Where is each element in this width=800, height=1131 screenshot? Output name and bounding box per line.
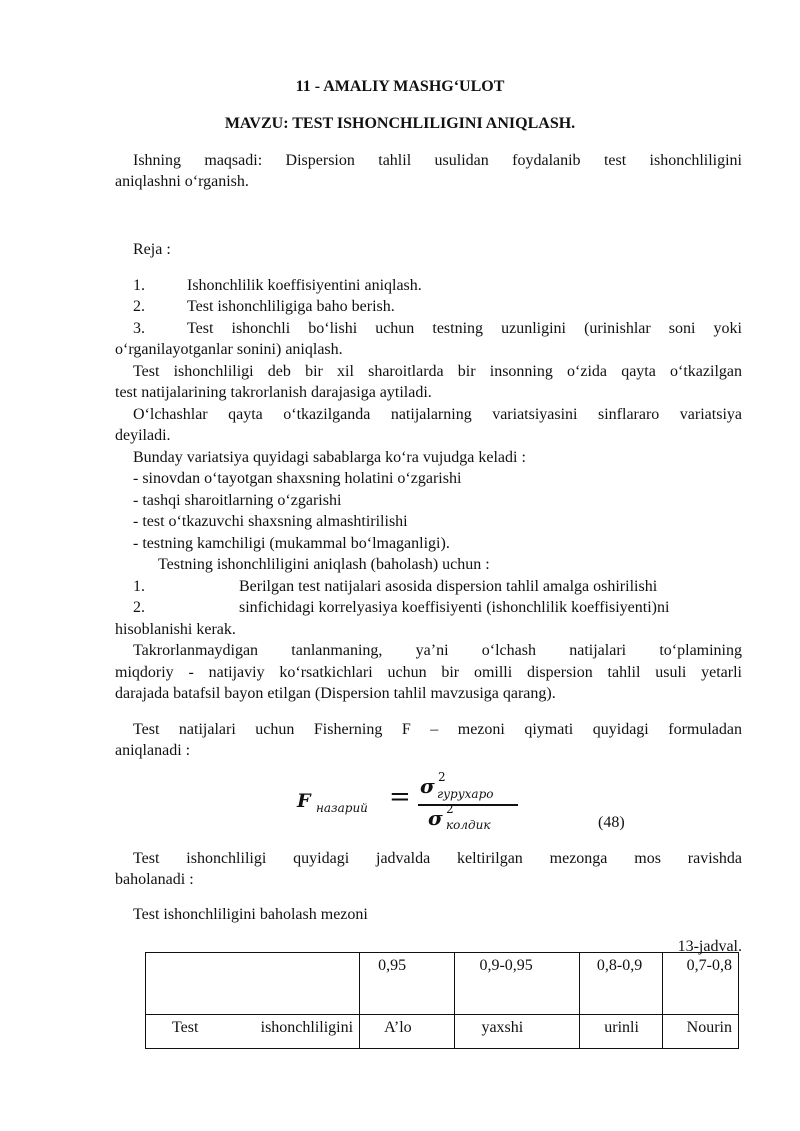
cause-item: - testning kamchiligi (mukammal bo‘lmaganligi).	[133, 535, 450, 552]
table-cell: A’lo	[360, 1015, 455, 1049]
fisher-line-1: Test natijalari uchun Fisherning F – mezoni qiymati quyidagi formuladan	[133, 721, 742, 738]
cause-item: - test o‘tkazuvchi shaxsning almashtirilishi	[133, 513, 408, 530]
eval-step-2-text: sinfichidagi korrelyasiya koeffisiyenti (ishonchlilik koeffisiyenti)ni	[239, 599, 670, 616]
table-header-cell: 0,7-0,8	[662, 953, 738, 1015]
plan-item-1-number: 1.	[133, 277, 145, 294]
table-header-cell: 0,9-0,95	[455, 953, 580, 1015]
nonrandom-line-2: miqdoriy - natijaviy ko‘rsatkichlari uchun bir omilli dispersion tahlil usuli yetarli	[115, 664, 742, 681]
table-row	[146, 953, 739, 1015]
formula-lhs-subscript: назарий	[316, 801, 368, 815]
purpose-line-1: Ishning maqsadi: Dispersion tahlil usulidan foydalanib test ishonchliligini	[133, 152, 742, 169]
formula-denominator-sigma: σ	[428, 806, 443, 830]
plan-item-3-number: 3.	[133, 320, 145, 337]
reliability-line-1: Test ishonchliligi deb bir xil sharoitlarda bir insonning o‘zida qayta o‘tkazilgan	[133, 363, 742, 380]
criteria-table	[145, 952, 739, 1049]
nonrandom-line-3: darajada batafsil bayon etilgan (Dispersion tahlil mavzusiga qarang).	[115, 685, 556, 702]
formula-numerator-sigma: σ	[420, 774, 435, 798]
table-caption: Test ishonchliligini baholash mezoni	[133, 906, 368, 923]
plan-item-3-continuation: o‘rganilayotganlar sonini) aniqlash.	[115, 341, 343, 358]
formula-denominator-subscript: колдик	[446, 818, 491, 832]
purpose-line-2: aniqlashni o‘rganish.	[115, 173, 249, 190]
assessed-line-2: baholanadi :	[115, 871, 194, 888]
plan-item-2-number: 2.	[133, 298, 145, 315]
table-cell: Nourin	[662, 1015, 738, 1049]
table-row-label	[146, 1015, 360, 1049]
formula-number: (48)	[598, 814, 625, 831]
table-header-cell	[580, 953, 662, 1015]
eval-step-2-continuation: hisoblanishi kerak.	[115, 621, 236, 638]
variation-line-2: deyiladi.	[115, 427, 171, 444]
formula-numerator-power: 2	[438, 770, 446, 784]
formula-equals: =	[389, 782, 411, 812]
formula-denominator-power: 2	[446, 802, 454, 816]
table-cell: yaxshi	[455, 1015, 580, 1049]
plan-item-3-text: Test ishonchli bo‘lishi uchun testning uzunligini (urinishlar soni yoki	[187, 320, 742, 337]
table-header-cell: 0,95	[360, 953, 455, 1015]
causes-intro: Bunday variatsiya quyidagi sabablarga ko‘ra vujudga keladi :	[133, 449, 526, 466]
nonrandom-line-1: Takrorlanmaydigan tanlanmaning, ya’ni o‘lchash natijalari to‘plamining	[133, 642, 742, 659]
table-row	[146, 1015, 739, 1049]
table-cell: urinli	[580, 1015, 662, 1049]
formula-f-symbol: F	[297, 790, 311, 812]
table-header-range: 0,8-0,9	[596, 957, 643, 974]
page-title: 11 - AMALIY MASHG‘ULOT	[295, 78, 505, 95]
evaluation-intro: Testning ishonchliligini aniqlash (baholash) uchun :	[158, 556, 490, 573]
table-row-label-left: Test	[172, 1019, 199, 1036]
table-row-label-right: ishonchliligini	[260, 1019, 354, 1036]
variation-line-1: O‘lchashlar qayta o‘tkazilganda natijalarning variatsiyasini sinflararo variatsiya	[133, 406, 742, 423]
eval-step-1-number: 1.	[133, 578, 145, 595]
table-header-cell	[146, 953, 360, 1015]
subject-heading: MAVZU: TEST ISHONCHLILIGINI ANIQLASH.	[224, 115, 576, 132]
assessed-line-1: Test ishonchliligi quyidagi jadvalda keltirilgan mezonga mos ravishda	[133, 850, 742, 867]
table-number: 13-jadval.	[677, 938, 742, 955]
plan-label: Reja :	[133, 241, 171, 258]
formula-numerator-subscript: гурухаро	[437, 787, 494, 801]
eval-step-1-text: Berilgan test natijalari asosida dispersion tahlil amalga oshirilishi	[239, 578, 658, 595]
plan-item-1-text: Ishonchlilik koeffisiyentini aniqlash.	[187, 277, 422, 294]
plan-item-2-text: Test ishonchliligiga baho berish.	[187, 298, 395, 315]
cause-item: - sinovdan o‘tayotgan shaxsning holatini o‘zgarishi	[133, 470, 462, 487]
reliability-line-2: test natijalarining takrorlanish darajasiga aytiladi.	[115, 384, 432, 401]
eval-step-2-number: 2.	[133, 599, 145, 616]
fisher-line-2: aniqlanadi :	[115, 742, 191, 759]
cause-item: - tashqi sharoitlarning o‘zgarishi	[133, 492, 342, 509]
